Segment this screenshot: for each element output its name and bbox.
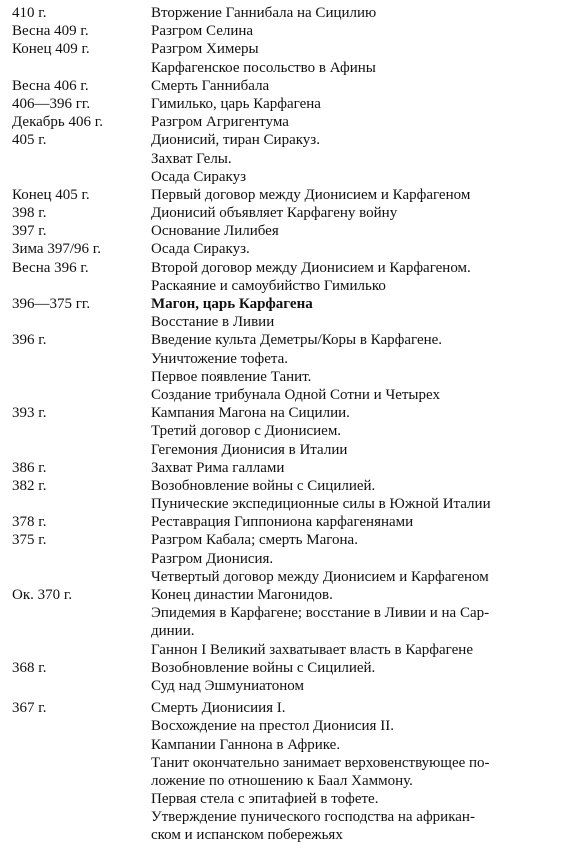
chronology-row — [0, 368, 571, 386]
row-event: Возобновление войны с Сицилией. — [151, 477, 376, 494]
row-event: Разгром Селина — [151, 23, 254, 40]
row-date — [0, 422, 151, 440]
row-date — [0, 168, 151, 186]
row-date — [0, 59, 151, 77]
row-date — [0, 717, 151, 735]
row-event: Восстание в Ливии — [151, 314, 275, 331]
chronology-row — [0, 240, 571, 258]
row-date — [0, 677, 151, 695]
row-date: 378 г. — [12, 514, 47, 531]
chronology-row — [0, 699, 571, 717]
row-event: Утверждение пунического господства на африкан- — [151, 809, 475, 826]
chronology-row — [0, 186, 571, 204]
row-date: 382 г. — [12, 477, 47, 494]
chronology-row — [0, 95, 571, 113]
row-event: Эпидемия в Карфагене; восстание в Ливии и на Сар- — [151, 605, 490, 622]
row-date — [0, 386, 151, 404]
row-event: Магон, царь Карфагена — [151, 296, 313, 312]
row-event: Танит окончательно занимает верховенствующее по- — [151, 754, 490, 771]
chronology-row — [0, 350, 571, 368]
row-event: Основание Лилибея — [151, 223, 279, 240]
row-date: Весна 409 г. — [12, 23, 89, 40]
row-event: Разгром Химеры — [151, 41, 259, 58]
chronology-row — [0, 441, 571, 459]
chronology-row — [0, 772, 571, 790]
chronology-row — [0, 168, 571, 186]
chronology-row — [0, 59, 571, 77]
row-date: 367 г. — [12, 700, 47, 717]
row-date: 368 г. — [12, 659, 47, 676]
row-event: ложение по отношению к Баал Хаммону. — [151, 772, 413, 789]
chronology-row — [0, 622, 571, 640]
chronology-row — [0, 550, 571, 568]
chronology-row — [0, 477, 571, 495]
row-date: 396 г. — [12, 332, 47, 349]
row-event: Уничтожение тофета. — [151, 350, 289, 367]
row-event: Разгром Агригентума — [151, 114, 289, 131]
row-date — [0, 568, 151, 586]
chronology-row — [0, 586, 571, 604]
chronology-row — [0, 604, 571, 622]
row-date — [0, 736, 151, 754]
row-date — [0, 826, 151, 844]
chronology-row — [0, 826, 571, 844]
row-event: Осада Сиракуз. — [151, 241, 250, 258]
chronology-row — [0, 790, 571, 808]
row-date — [0, 350, 151, 368]
row-event: Кампании Ганнона в Африке. — [151, 736, 341, 753]
chronology-row — [0, 736, 571, 754]
row-date: Ок. 370 г. — [12, 587, 73, 603]
row-event: Конец династии Магонидов. — [151, 587, 333, 603]
row-event: Восхождение на престол Дионисия II. — [151, 718, 394, 735]
row-date: Декабрь 406 г. — [12, 114, 103, 131]
chronology-row — [0, 77, 571, 95]
chronology-row — [0, 331, 571, 349]
row-date: Конец 409 г. — [12, 41, 90, 58]
chronology-row — [0, 150, 571, 168]
chronology-row — [0, 4, 571, 22]
row-date: 405 г. — [12, 132, 47, 149]
row-event: Кампания Магона на Сицилии. — [151, 405, 350, 422]
row-event: Первое появление Танит. — [151, 368, 312, 385]
row-date — [0, 150, 151, 168]
chronology-row — [0, 459, 571, 477]
chronology-row — [0, 113, 571, 131]
row-date: 406—396 гг. — [12, 95, 91, 112]
row-event: динии. — [151, 623, 195, 640]
row-event: Осада Сиракуз — [151, 168, 247, 185]
row-date: Весна 406 г. — [12, 77, 89, 94]
row-event: Реставрация Гиппониона карфагенянами — [151, 514, 414, 531]
row-event: Гимилько, царь Карфагена — [151, 95, 321, 112]
row-date — [0, 495, 151, 513]
row-event: Первый договор между Дионисием и Карфагеном — [151, 186, 471, 203]
chronology-row — [0, 641, 571, 659]
row-event: Второй договор между Дионисием и Карфагеном. — [151, 259, 471, 276]
row-event: Разгром Дионисия. — [151, 550, 274, 567]
chronology-row — [0, 754, 571, 772]
chronology-row — [0, 22, 571, 40]
row-date — [0, 368, 151, 386]
row-date: 386 г. — [12, 459, 47, 476]
row-event: Захват Рима галлами — [151, 459, 285, 476]
chronology-row — [0, 422, 571, 440]
row-event: Создание трибунала Одной Сотни и Четырех — [151, 386, 440, 403]
row-event: Возобновление войны с Сицилией. — [151, 659, 376, 676]
row-date — [0, 772, 151, 790]
row-event: Дионисий, тиран Сиракуз. — [151, 132, 320, 149]
chronology-row — [0, 404, 571, 422]
row-date — [0, 441, 151, 459]
row-event: ском и испанском побережьях — [151, 827, 343, 844]
chronology-row — [0, 277, 571, 295]
row-event: Раскаяние и самоубийство Гимилько — [151, 277, 386, 294]
chronology-row — [0, 531, 571, 549]
row-event: Четвертый договор между Дионисием и Карфагеном — [151, 568, 489, 585]
chronology-row — [0, 659, 571, 677]
row-date: 396—375 гг. — [12, 296, 91, 312]
row-date: Зима 397/96 г. — [12, 241, 101, 258]
row-event: Карфагенское посольство в Афины — [151, 59, 376, 76]
row-event: Третий договор с Дионисием. — [151, 423, 342, 440]
row-date — [0, 790, 151, 808]
row-date — [0, 808, 151, 826]
row-date — [0, 550, 151, 568]
row-event: Смерть Дионисиия I. — [151, 700, 286, 717]
chronology-row — [0, 131, 571, 149]
row-date — [0, 754, 151, 772]
chronology-row — [0, 513, 571, 531]
row-event: Пунические экспедиционные силы в Южной Италии — [151, 496, 491, 513]
chronology-row — [0, 808, 571, 826]
row-event: Ганнон I Великий захватывает власть в Карфагене — [151, 641, 473, 658]
chronology-row — [0, 222, 571, 240]
row-date — [0, 622, 151, 640]
chronology-row — [0, 204, 571, 222]
row-date — [0, 277, 151, 295]
row-date — [0, 313, 151, 331]
row-date: Конец 405 г. — [12, 186, 90, 203]
row-date: 410 г. — [12, 5, 47, 21]
row-date: 375 г. — [12, 532, 47, 549]
row-event: Введение культа Деметры/Коры в Карфагене. — [151, 332, 443, 349]
row-date: 398 г. — [12, 205, 47, 222]
chronology-row — [0, 495, 571, 513]
chronology-row — [0, 295, 571, 313]
row-date: 397 г. — [12, 223, 47, 240]
row-event: Дионисий объявляет Карфагену войну — [151, 205, 398, 222]
row-event: Смерть Ганнибала — [151, 77, 270, 94]
chronology-row — [0, 313, 571, 331]
chronology-row — [0, 677, 571, 695]
chronology-row — [0, 386, 571, 404]
chronology-table — [0, 4, 571, 845]
row-event: Захват Гелы. — [151, 150, 232, 167]
row-event: Первая стела с эпитафией в тофете. — [151, 791, 379, 808]
row-date: 393 г. — [12, 405, 47, 422]
row-event: Вторжение Ганнибала на Сицилию — [151, 5, 377, 21]
row-event: Разгром Кабала; смерть Магона. — [151, 532, 358, 549]
chronology-row — [0, 259, 571, 277]
chronology-row — [0, 40, 571, 58]
row-date — [0, 604, 151, 622]
row-event: Суд над Эшмуниатоном — [151, 677, 304, 694]
row-date: Весна 396 г. — [12, 259, 89, 276]
row-date — [0, 641, 151, 659]
chronology-row — [0, 717, 571, 735]
row-event: Гегемония Дионисия в Италии — [151, 441, 348, 458]
chronology-row — [0, 568, 571, 586]
